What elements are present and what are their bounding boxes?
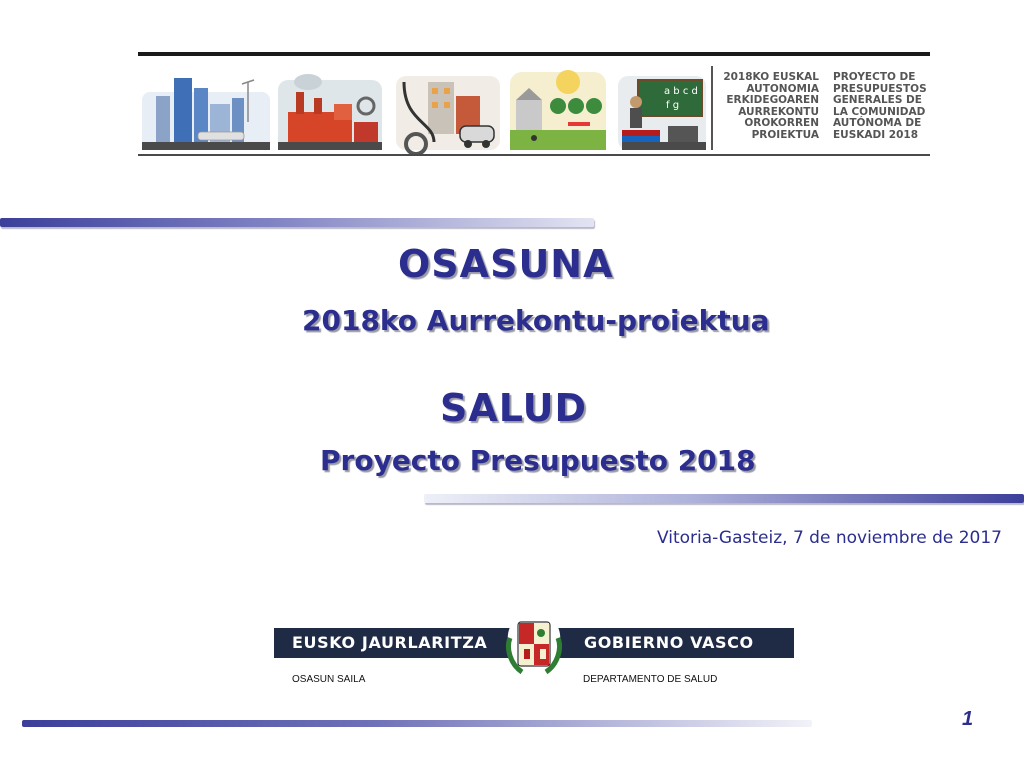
- decorative-bar-middle: [424, 494, 1024, 503]
- department-name-spanish: DEPARTAMENTO DE SALUD: [583, 674, 718, 685]
- banner-bottom-rule: [138, 154, 930, 156]
- banner-es-line: GENERALES DE: [833, 94, 922, 106]
- decorative-bar-top: [0, 218, 594, 227]
- banner-eu-line: 2018KO EUSKAL: [723, 71, 819, 83]
- banner-eu-line: OROKORREN: [744, 117, 819, 129]
- banner-eu-line: AURREKONTU: [738, 105, 819, 118]
- budget-banner: [138, 52, 930, 158]
- basque-subtitle: 2018ko Aurrekontu-proiektua: [302, 304, 770, 337]
- banner-separator: [711, 66, 713, 150]
- banner-illustrations: [138, 62, 708, 154]
- factory-icon: [278, 74, 382, 150]
- health-icon: [396, 76, 500, 154]
- park-icon: [510, 70, 606, 150]
- banner-eu-line: ERKIDEGOAREN: [726, 94, 819, 106]
- banner-top-rule: [138, 52, 930, 56]
- spanish-subtitle: Proyecto Presupuesto 2018: [320, 444, 756, 477]
- page-number: 1: [962, 708, 974, 730]
- banner-eu-line: AUTONOMIA: [746, 82, 819, 95]
- banner-es-line: PRESUPUESTOS: [833, 82, 927, 95]
- city-icon: [142, 78, 270, 150]
- banner-basque-text: [721, 72, 819, 141]
- basque-title: OSASUNA: [398, 242, 614, 286]
- svg-text:a b c d: a b c d: [664, 86, 698, 97]
- decorative-bar-bottom: [22, 720, 812, 727]
- banner-es-line: AUTÓNOMA DE: [833, 117, 922, 129]
- banner-spanish-text: [833, 72, 933, 141]
- coat-of-arms-icon: [500, 608, 568, 678]
- svg-text:f g: f g: [666, 100, 680, 111]
- banner-es-line: PROYECTO DE: [833, 71, 916, 83]
- banner-eu-line: PROIEKTUA: [751, 128, 819, 141]
- government-name-basque: EUSKO JAURLARITZA: [292, 633, 488, 652]
- spanish-title: SALUD: [440, 386, 588, 430]
- banner-es-line: EUSKADI 2018: [833, 128, 919, 141]
- government-name-spanish: GOBIERNO VASCO: [584, 633, 754, 652]
- classroom-icon: [618, 76, 706, 150]
- presentation-date: Vitoria-Gasteiz, 7 de noviembre de 2017: [657, 528, 1002, 548]
- banner-es-line: LA COMUNIDAD: [833, 105, 926, 118]
- department-name-basque: OSASUN SAILA: [292, 674, 366, 685]
